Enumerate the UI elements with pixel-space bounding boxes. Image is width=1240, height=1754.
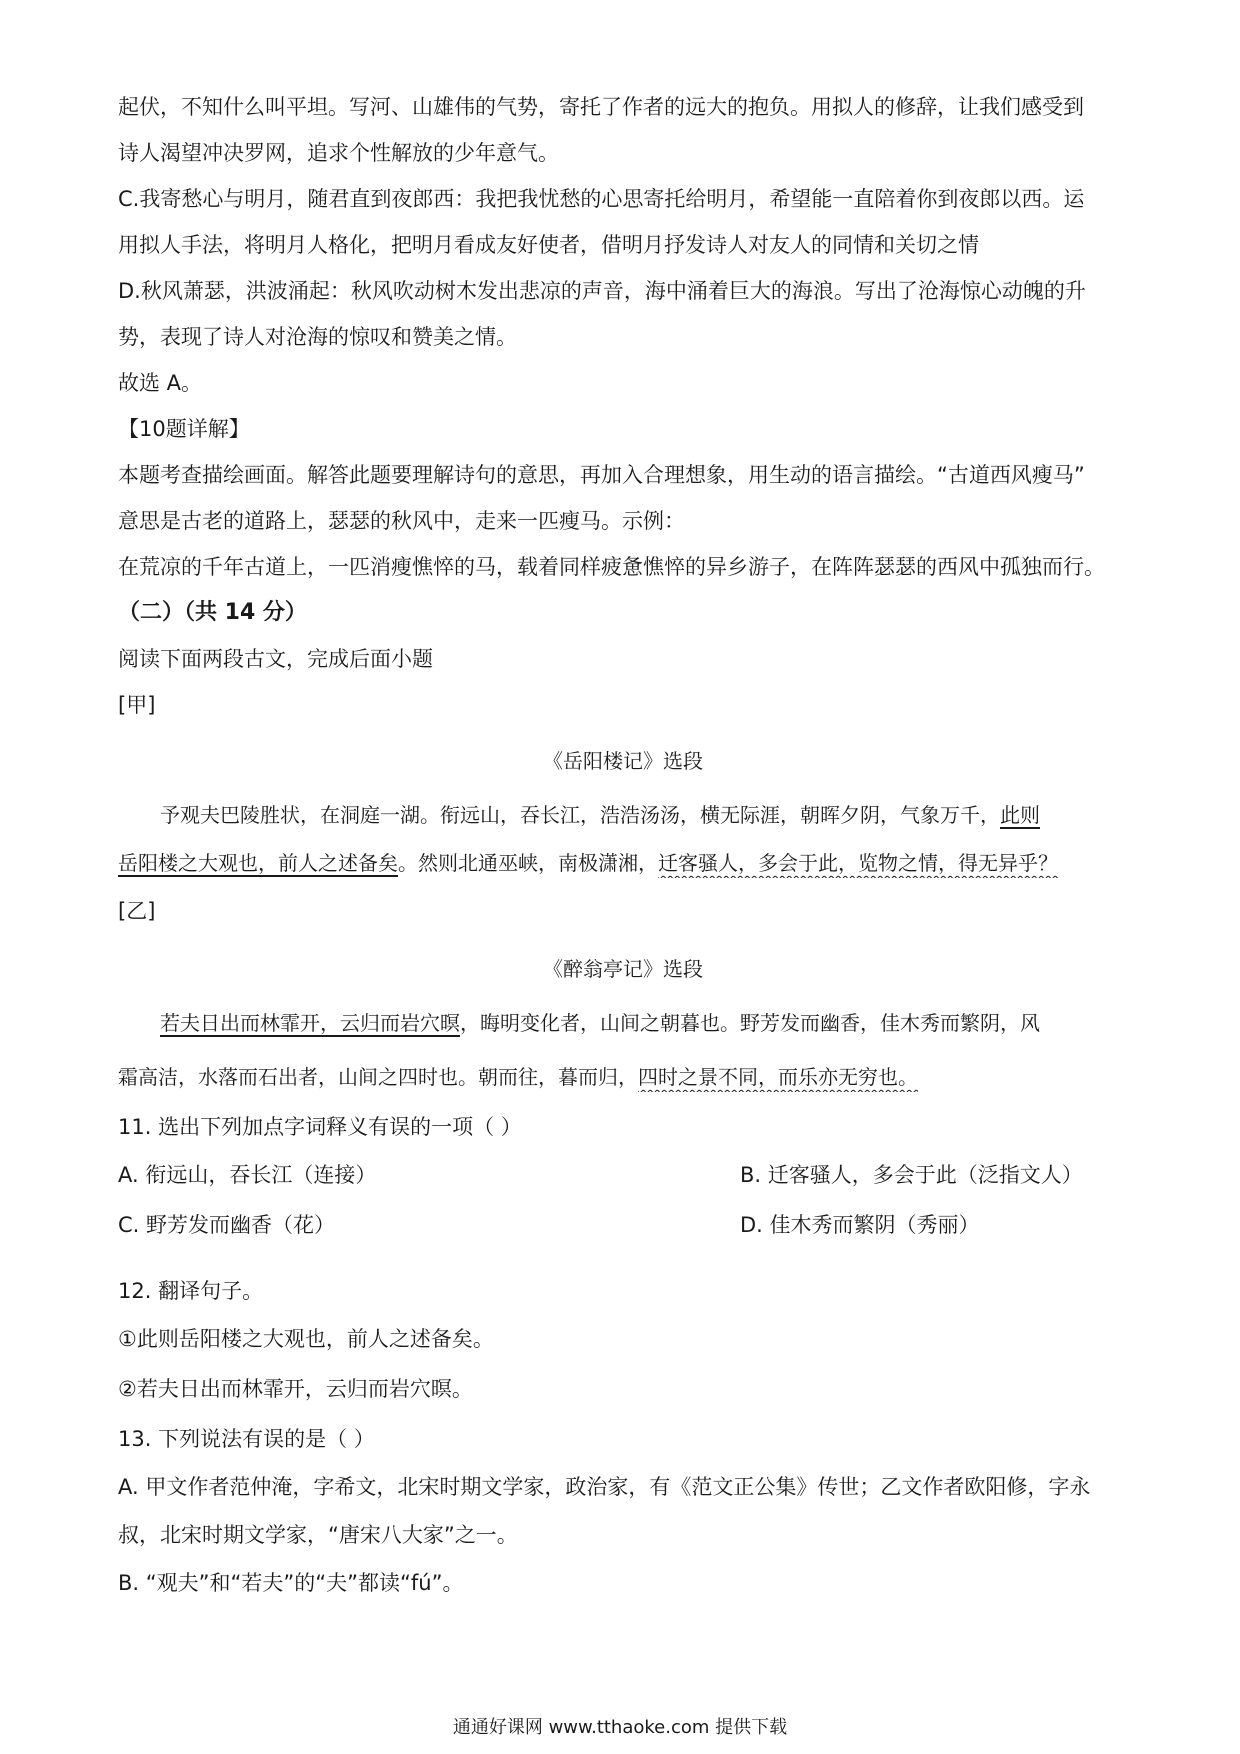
- option-c-analysis: C.我寄愁心与明月，随君直到夜郎西：我把我忧愁的心思寄托给明月，希望能一直陪着你到夜郎以西。运: [118, 187, 1085, 211]
- passage-text: 。然则北通巫峡，南极潇湘，: [398, 851, 658, 875]
- passage-a-line: [118, 848, 1128, 878]
- passage-b-line: [118, 1008, 1128, 1038]
- underlined-sentence: 岳阳楼之大观也，前人之述备矣: [118, 851, 398, 875]
- passage-text: ，晦明变化者，山间之朝暮也。野芳发而幽香，佳木秀而繁阴，风: [460, 1011, 1040, 1035]
- option-d-analysis: 势，表现了诗人对沧海的惊叹和赞美之情。: [118, 325, 517, 349]
- passage-text: 霜高洁，水落而石出者，山间之四时也。朝而往，暮而归，: [118, 1065, 638, 1089]
- q12-sentence-2: ②若夫日出而林霏开，云归而岩穴暝。: [118, 1377, 473, 1401]
- answer-line: 故选 A。: [118, 371, 203, 395]
- q13-option-a: A. 甲文作者范仲淹，字希文，北宋时期文学家，政治家，有《范文正公集》传世；乙文作者欧阳修，字永: [118, 1475, 1091, 1499]
- passage-b-title: 《醉翁亭记》选段: [543, 957, 703, 981]
- passage-a-label: [甲]: [118, 693, 156, 717]
- q10-example: 在荒凉的千年古道上，一匹消瘦憔悴的马，载着同样疲惫憔悴的异乡游子，在阵阵瑟瑟的西风中孤独而行。: [118, 555, 1105, 579]
- q11-option-a: A. 衔远山，吞长江（连接）: [118, 1163, 376, 1187]
- passage-text: 予观夫巴陵胜状，在洞庭一湖。衔远山，吞长江，浩浩汤汤，横无际涯，朝晖夕阴，气象万千，: [160, 803, 1000, 827]
- section-title: （二）（共 14 分）: [118, 600, 307, 625]
- analysis-line: 诗人渴望冲决罗网，追求个性解放的少年意气。: [118, 141, 559, 165]
- footer-watermark: 通通好课网 www.tthaoke.com 提供下载: [452, 1717, 788, 1738]
- q13-stem: 13. 下列说法有误的是（ ）: [118, 1427, 375, 1451]
- q10-heading: 【10题详解】: [118, 417, 250, 441]
- passage-a-title: 《岳阳楼记》选段: [543, 749, 703, 773]
- passage-b-line: [118, 1062, 1128, 1092]
- q10-analysis: 意思是古老的道路上，瑟瑟的秋风中，走来一匹瘦马。示例：: [118, 509, 685, 533]
- q11-stem: 11. 选出下列加点字词释义有误的一项（ ）: [118, 1115, 522, 1139]
- underlined-sentence: 此则: [1000, 803, 1040, 827]
- q12-sentence-1: ①此则岳阳楼之大观也，前人之述备矣。: [118, 1327, 494, 1351]
- wavy-underlined-sentence: 迁客骚人，多会于此，览物之情，得无异乎？: [658, 851, 1058, 875]
- q11-option-d: D. 佳木秀而繁阴（秀丽）: [740, 1210, 980, 1240]
- q11-option-c: C. 野芳发而幽香（花）: [118, 1213, 335, 1237]
- passage-b-label: [乙]: [118, 899, 156, 923]
- emphasis-dot-char: 衔: [145, 1160, 166, 1190]
- emphasis-dot-char: 人: [831, 1160, 852, 1190]
- section-instruction: 阅读下面两段古文，完成后面小题: [118, 647, 433, 671]
- option-c-analysis: 用拟人手法，将明月人格化，把明月看成友好使者，借明月抒发诗人对友人的同情和关切之情: [118, 233, 979, 257]
- q13-option-b: B. “观夫”和“若夫”的“夫”都读“fú”。: [118, 1571, 464, 1595]
- q11-option-b: B. 迁客骚人，多会于此（泛指文人）: [740, 1160, 1083, 1190]
- emphasis-dot-char: 芳: [167, 1210, 188, 1240]
- q11-options-row: [118, 1160, 1128, 1190]
- analysis-line: 起伏，不知什么叫平坦。写河、山雄伟的气势，寄托了作者的远大的抱负。用拟人的修辞，让我们感受到: [118, 95, 1084, 119]
- q13-option-a: 叔，北宋时期文学家，“唐宋八大家”之一。: [118, 1523, 518, 1547]
- emphasis-dot-char: 秀: [812, 1210, 833, 1240]
- q11-options-row: [118, 1210, 1128, 1240]
- option-d-analysis: D.秋风萧瑟，洪波涌起：秋风吹动树木发出悲凉的声音，海中涌着巨大的海浪。写出了沧海惊心动魄的升: [118, 279, 1086, 303]
- q10-analysis: 本题考查描绘画面。解答此题要理解诗句的意思，再加入合理想象，用生动的语言描绘。“古道西风瘦马”: [118, 463, 1085, 487]
- underlined-sentence: 若夫日出而林霏开，云归而岩穴暝: [160, 1011, 460, 1035]
- wavy-underlined-sentence: 四时之景不同，而乐亦无穷也。: [638, 1065, 918, 1089]
- passage-a-line: [118, 800, 1128, 830]
- q12-stem: 12. 翻译句子。: [118, 1279, 264, 1303]
